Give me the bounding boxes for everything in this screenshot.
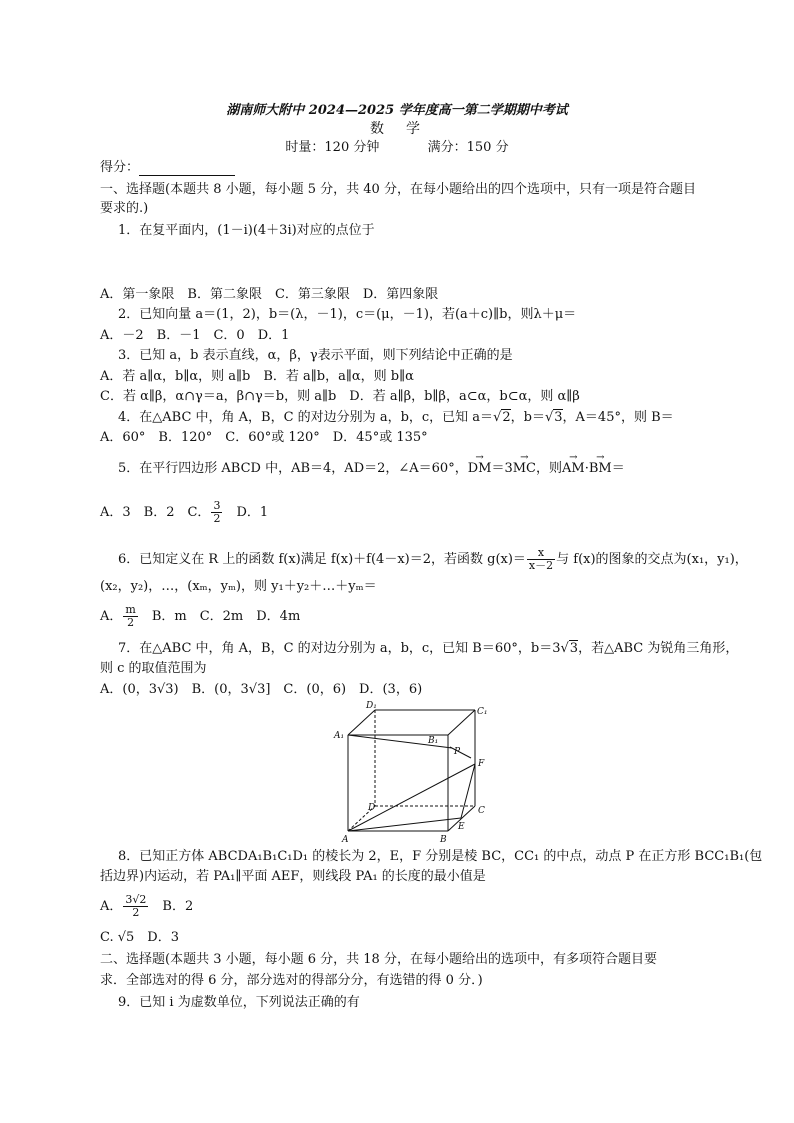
score-label: 得分： (100, 160, 140, 175)
label-d: D (368, 803, 376, 813)
label-a1: A₁ (334, 731, 345, 741)
q6-line2: (x₂，y₂)，…，(xₘ，yₘ)，则 y₁＋y₂＋…＋yₘ＝ (100, 579, 377, 594)
q4-stem-b: ，b＝ (510, 410, 545, 425)
q5-option-c-fraction (211, 500, 222, 525)
segment-a-e (348, 818, 461, 831)
q3-options-cd: C．若 α∥β，α∩γ＝a，β∩γ＝b，则 a∥b D．若 a∥β，b∥β，a⊂α，b⊂α，则 α∥β (100, 389, 580, 404)
cube-figure (330, 698, 495, 846)
q6-a-den: 2 (127, 616, 135, 629)
section1-heading-cont: 要求的.) (100, 201, 149, 216)
label-d1: D₁ (366, 701, 377, 711)
q5-eq: ＝ (611, 461, 625, 476)
q4-sqrt3: 3 (554, 410, 563, 425)
vector-mc: → MC (513, 461, 536, 477)
q8-a-num: 3√2 (125, 893, 147, 906)
q6-a-fraction (123, 604, 137, 629)
q8-a-fraction (123, 894, 148, 919)
label-b: B (440, 835, 447, 845)
q4-sqrt2: 2 (502, 410, 511, 425)
q5-dot: · (584, 461, 589, 476)
subject-title: 数 学 (370, 121, 424, 137)
score-field (100, 160, 235, 176)
segment-a-f (348, 764, 475, 831)
label-c: C (478, 806, 485, 816)
section2-heading: 二、选择题(本题共 3 小题，每小题 6 分，共 18 分，在每小题给出的选项中，有多项符合题目要 (100, 952, 657, 967)
edge-a1-d1 (348, 710, 375, 735)
vector-am: → AM (562, 461, 585, 477)
q8-options-cd: C. √5 D．3 (100, 930, 179, 945)
label-a: A (342, 835, 349, 845)
q6-stem-b: 与 f(x)的图象的交点为(x₁，y₁)， (556, 552, 748, 567)
q5-option-d: D．1 (223, 505, 269, 520)
full-score: 满分：150 分 (427, 140, 509, 155)
q8-option-a: A． (100, 899, 123, 914)
q6-options (100, 602, 300, 632)
q5-options (100, 498, 268, 528)
q6-num: x (527, 547, 555, 560)
q7-options: A．(0，3√3) B．(0，3√3] C．(0，6) D．(3，6) (100, 682, 423, 697)
q7-stem: 7．在△ABC 中，角 A，B，C 的对边分别为 a，b，c，已知 B＝60°，b＝3√3，若△ABC 为锐角三角形， (118, 641, 739, 656)
q3-options-ab: A．若 a∥α，b∥α，则 a∥b B．若 a∥b，a∥α，则 b∥α (100, 369, 414, 384)
q6-a-num: m (125, 603, 136, 616)
label-b1: B₁ (428, 736, 439, 746)
q6-fraction (527, 547, 555, 572)
q4-stem-c: ，A＝45°，则 B＝ (562, 410, 674, 425)
segment-e-f (461, 764, 475, 818)
q5-stem (118, 461, 625, 477)
q5-c-den: 2 (213, 512, 221, 525)
section2-heading-cont: 求．全部选对的得 6 分，部分选对的得部分分，有选错的得 0 分．) (100, 973, 483, 988)
q8-options-ab (100, 891, 193, 923)
q1-stem: 1．在复平面内，(1－i)(4＋3i)对应的点位于 (118, 223, 375, 238)
q5-stem-b: ，则 (536, 461, 563, 476)
q6-stem (118, 545, 748, 575)
q6-options-rest: B．m C．2m D．4m (138, 609, 301, 624)
time-limit: 时量：120 分钟 (285, 140, 380, 155)
q7-stem-a: 7．在△ABC 中，角 A，B，C 的对边分别为 a，b，c，已知 B＝60°，b＝3 (118, 641, 561, 656)
section1-heading: 一、选择题(本题共 8 小题，每小题 5 分，共 40 分，在每小题给出的四个选项中，只有一项是符合题目 (100, 182, 696, 197)
label-p: P (454, 747, 461, 757)
q1-options: A．第一象限 B．第二象限 C．第三象限 D．第四象限 (100, 287, 439, 302)
q4-options: A．60° B．120° C．60°或 120° D．45°或 135° (100, 430, 428, 445)
q6-stem-a: 6．已知定义在 R 上的函数 f(x)满足 f(x)＋f(4－x)＝2，若函数 g(x)＝ (118, 552, 526, 567)
q5-c-num: 3 (213, 499, 221, 512)
q7-stem-b: ，若△ABC 为锐角三角形， (578, 641, 739, 656)
q3-stem: 3．已知 a，b 表示直线，α，β，γ表示平面，则下列结论中正确的是 (118, 348, 513, 363)
q4-stem: 4．在△ABC 中，角 A，B，C 的对边分别为 a，b，c，已知 a＝√2，b＝√3，A＝45°，则 B＝ (118, 410, 674, 425)
label-e: E (458, 822, 465, 832)
q5-stem-a: 5．在平行四边形 ABCD 中，AB＝4，AD＝2，∠A＝60°， (118, 461, 468, 476)
q5-options-ab: A．3 B．2 C． (100, 505, 211, 520)
q7-line2: 则 c 的取值范围为 (100, 661, 207, 676)
vector-dm: → DM (468, 461, 492, 477)
q8-a-den: 2 (132, 906, 140, 919)
q2-stem: 2．已知向量 a＝(1，2)，b＝(λ，－1)，c＝(μ，－1)，若(a＋c)∥b，则λ＋μ＝ (118, 307, 577, 322)
q8-line2: 括边界)内运动，若 PA₁∥平面 AEF，则线段 PA₁ 的长度的最小值是 (100, 869, 486, 884)
q5-mid: ＝3 (491, 461, 513, 476)
label-f: F (478, 759, 485, 769)
q9-stem: 9．已知 i 为虚数单位，下列说法正确的有 (118, 995, 360, 1010)
score-blank (139, 163, 235, 176)
q8-option-b: B．2 (149, 899, 194, 914)
q2-options: A．－2 B．－1 C．0 D．1 (100, 328, 290, 343)
label-c1: C₁ (477, 707, 488, 717)
q7-sqrt: 3 (569, 641, 579, 656)
exam-meta (0, 140, 794, 156)
exam-title: 湖南师大附中 2024—2025 学年度高一第二学期期中考试 (226, 103, 568, 118)
q8-line1: 8．已知正方体 ABCDA₁B₁C₁D₁ 的棱长为 2，E，F 分别是棱 BC，CC₁ 的中点，动点 P 在正方形 BCC₁B₁(包 (118, 849, 763, 864)
vector-bm: → BM (589, 461, 612, 477)
q6-den: x－2 (528, 559, 554, 572)
edge-b1-c1 (448, 710, 475, 735)
q4-stem-a: 4．在△ABC 中，角 A，B，C 的对边分别为 a，b，c，已知 a＝ (118, 410, 494, 425)
q6-option-a: A． (100, 609, 123, 624)
